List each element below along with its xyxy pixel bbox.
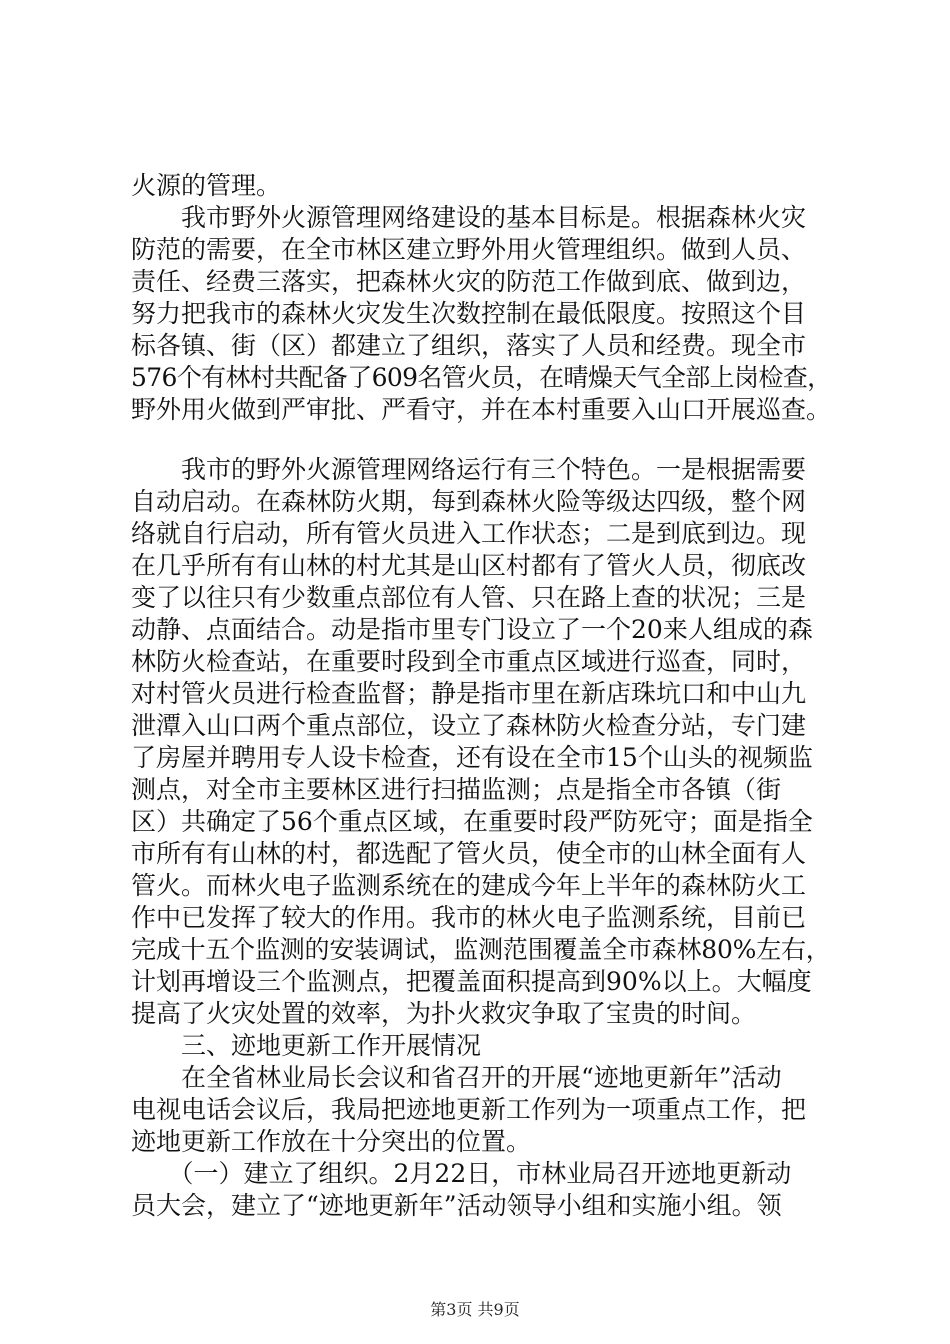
text-line: 迹地更新工作放在十分突出的位置。 [131, 1127, 532, 1156]
text-line: 作中已发挥了较大的作用。我市的林火电子监测系统，目前已 [131, 903, 807, 932]
text-line: 责任、经费三落实，把森林火灾的防范工作做到底、做到边， [131, 267, 807, 296]
text-line: 努力把我市的森林火灾发生次数控制在最低限度。按照这个目 [131, 299, 807, 328]
text-line: 林防火检查站，在重要时段到全市重点区域进行巡查，同时， [131, 647, 807, 676]
text-line: 在全省林业局长会议和省召开的开展“迹地更新年”活动 [131, 1063, 782, 1092]
text-line: 泄潭入山口两个重点部位，设立了森林防火检查分站，专门建 [131, 711, 807, 740]
text-line: 防范的需要，在全市林区建立野外用火管理组织。做到人员、 [131, 235, 807, 264]
text-line: 测点，对全市主要林区进行扫描监测；点是指全市各镇（街 [131, 775, 782, 804]
text-line: （一）建立了组织。2月22日，市林业局召开迹地更新动 [131, 1159, 792, 1188]
text-line: 计划再增设三个监测点，把覆盖面积提高到90%以上。大幅度 [131, 967, 812, 996]
text-line: 区）共确定了56个重点区域，在重要时段严防死守；面是指全 [131, 807, 813, 836]
text-line: 提高了火灾处置的效率，为扑火救灾争取了宝贵的时间。 [131, 999, 757, 1028]
section-heading: 三、迹地更新工作开展情况 [131, 1031, 482, 1060]
text-line: 电视电话会议后，我局把迹地更新工作列为一项重点工作，把 [131, 1095, 807, 1124]
text-line: 对村管火员进行检查监督；静是指市里在新店珠坑口和中山九 [131, 679, 807, 708]
text-line: 管火。而林火电子监测系统在的建成今年上半年的森林防火工 [131, 871, 807, 900]
text-line: 576个有林村共配备了609名管火员，在晴燥天气全部上岗检查， [131, 363, 832, 392]
text-line: 市所有有山林的村，都选配了管火员，使全市的山林全面有人 [131, 839, 807, 868]
text-line: 员大会，建立了“迹地更新年”活动领导小组和实施小组。领 [131, 1191, 782, 1220]
text-line: 络就自行启动，所有管火员进入工作状态；二是到底到边。现 [131, 519, 807, 548]
text-line: 火源的管理。 [131, 171, 282, 200]
text-line: 了房屋并聘用专人设卡检查，还有设在全市15个山头的视频监 [131, 743, 813, 772]
text-line: 野外用火做到严审批、严看守，并在本村重要入山口开展巡查。 [131, 395, 832, 424]
page-number: 第3页 共9页 [430, 1300, 520, 1319]
text-line: 我市野外火源管理网络建设的基本目标是。根据森林火灾 [131, 203, 807, 232]
text-line: 完成十五个监测的安装调试，监测范围覆盖全市森林80%左右， [131, 935, 831, 964]
text-line: 变了以往只有少数重点部位有人管、只在路上查的状况；三是 [131, 583, 807, 612]
text-line: 我市的野外火源管理网络运行有三个特色。一是根据需要 [131, 455, 807, 484]
text-line: 动静、点面结合。动是指市里专门设立了一个20来人组成的森 [131, 615, 813, 644]
text-line: 自动启动。在森林防火期，每到森林火险等级达四级，整个网 [131, 487, 807, 516]
text-line: 在几乎所有有山林的村尤其是山区村都有了管火人员，彻底改 [131, 551, 807, 580]
text-line: 标各镇、街（区）都建立了组织，落实了人员和经费。现全市 [131, 331, 807, 360]
